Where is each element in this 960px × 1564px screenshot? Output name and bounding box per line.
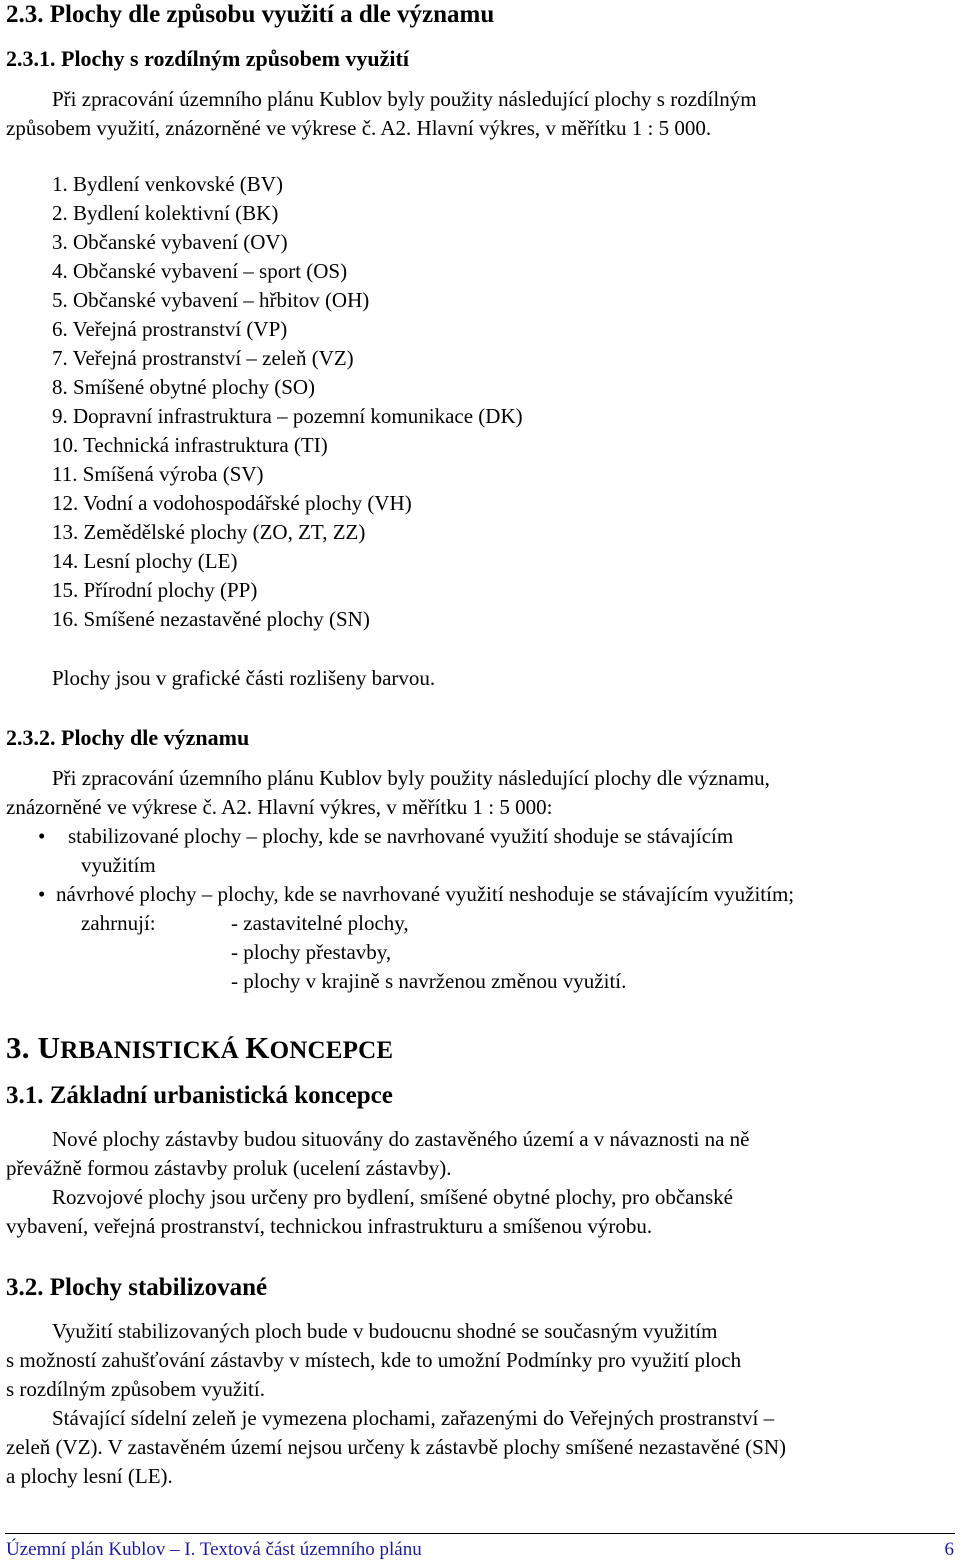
includes-label: zahrnují: bbox=[81, 911, 156, 935]
list-item: 15. Přírodní plochy (PP) bbox=[52, 578, 258, 602]
paragraph-line: Stávající sídelní zeleň je vymezena plochami, zařazenými do Veřejných prostranství – bbox=[52, 1406, 775, 1430]
chapter-title-initial-u: U bbox=[37, 1030, 61, 1065]
bullet-text: stabilizované plochy – plochy, kde se navrhované využití shoduje se stávajícím bbox=[68, 824, 734, 848]
list-item: 2. Bydlení kolektivní (BK) bbox=[52, 201, 279, 225]
bullet-icon: • bbox=[38, 824, 46, 848]
paragraph-line: s možností zahušťování zástavby v místech, kde to umožní Podmínky pro využití ploch bbox=[6, 1348, 742, 1372]
list-item: 14. Lesní plochy (LE) bbox=[52, 549, 238, 573]
section-heading-3-1: 3.1. Základní urbanistická koncepce bbox=[6, 1082, 393, 1109]
paragraph-line: převážně formou zástavby proluk (ucelení zástavby). bbox=[6, 1156, 452, 1180]
bullet-icon: • bbox=[38, 882, 46, 906]
paragraph-line: vybavení, veřejná prostranství, technickou infrastrukturu a smíšenou výrobu. bbox=[6, 1214, 653, 1238]
paragraph-line: Využití stabilizovaných ploch bude v budoucnu shodné se současným využitím bbox=[52, 1319, 718, 1343]
list-item: 8. Smíšené obytné plochy (SO) bbox=[52, 375, 316, 399]
section-heading-2-3-2: 2.3.2. Plochy dle významu bbox=[6, 725, 250, 750]
bullet-text: návrhové plochy – plochy, kde se navrhované využití neshoduje se stávajícím využitím; bbox=[56, 882, 795, 906]
chapter-title-initial-k: K bbox=[245, 1030, 270, 1065]
footer-text: Územní plán Kublov – I. Textová část územního plánu bbox=[6, 1539, 422, 1560]
list-item: 12. Vodní a vodohospodářské plochy (VH) bbox=[52, 491, 412, 515]
chapter-number: 3. bbox=[6, 1030, 30, 1065]
page-number: 6 bbox=[944, 1539, 954, 1560]
footer-divider bbox=[5, 1533, 955, 1534]
paragraph-line: a plochy lesní (LE). bbox=[6, 1464, 173, 1488]
chapter-heading-3 bbox=[6, 1030, 393, 1069]
paragraph-line: zeleň (VZ). V zastavěném území nejsou určeny k zástavbě plochy smíšené nezastavěné (SN) bbox=[6, 1435, 787, 1459]
paragraph-line: s rozdílným způsobem využití. bbox=[6, 1377, 265, 1401]
paragraph-note: Plochy jsou v grafické části rozlišeny barvou. bbox=[52, 666, 436, 690]
list-item: 6. Veřejná prostranství (VP) bbox=[52, 317, 288, 341]
paragraph-line: znázorněné ve výkrese č. A2. Hlavní výkres, v měřítku 1 : 5 000: bbox=[6, 795, 553, 819]
section-heading-2-3-1: 2.3.1. Plochy s rozdílným způsobem využití bbox=[6, 46, 409, 71]
list-item: 10. Technická infrastruktura (TI) bbox=[52, 433, 328, 457]
includes-item: - plochy v krajině s navrženou změnou využití. bbox=[231, 969, 627, 993]
land-use-list bbox=[52, 170, 523, 634]
paragraph-line: Rozvojové plochy jsou určeny pro bydlení, smíšené obytné plochy, pro občanské bbox=[52, 1185, 733, 1209]
chapter-title-part: RBANISTICKÁ bbox=[60, 1037, 246, 1064]
section-heading-2-3: 2.3. Plochy dle způsobu využití a dle významu bbox=[6, 1, 495, 28]
paragraph-line: Nové plochy zástavby budou situovány do zastavěného území a v návaznosti na ně bbox=[52, 1127, 750, 1151]
list-item: 1. Bydlení venkovské (BV) bbox=[52, 172, 283, 196]
paragraph-line: Při zpracování územního plánu Kublov byly použity následující plochy s rozdílným bbox=[52, 87, 757, 111]
list-item: 4. Občanské vybavení – sport (OS) bbox=[52, 259, 348, 283]
list-item: 16. Smíšené nezastavěné plochy (SN) bbox=[52, 607, 370, 631]
list-item: 13. Zemědělské plochy (ZO, ZT, ZZ) bbox=[52, 520, 366, 544]
includes-item: - zastavitelné plochy, bbox=[231, 911, 409, 935]
chapter-title-part: ONCEPCE bbox=[269, 1037, 394, 1064]
list-item: 3. Občanské vybavení (OV) bbox=[52, 230, 288, 254]
list-item: 7. Veřejná prostranství – zeleň (VZ) bbox=[52, 346, 354, 370]
bullet-text-continuation: využitím bbox=[81, 853, 156, 877]
list-item: 11. Smíšená výroba (SV) bbox=[52, 462, 264, 486]
paragraph-line: Při zpracování územního plánu Kublov byly použity následující plochy dle významu, bbox=[52, 766, 770, 790]
paragraph-line: způsobem využití, znázorněné ve výkrese č. A2. Hlavní výkres, v měřítku 1 : 5 000. bbox=[6, 116, 712, 140]
list-item: 9. Dopravní infrastruktura – pozemní komunikace (DK) bbox=[52, 404, 523, 428]
section-heading-3-2: 3.2. Plochy stabilizované bbox=[6, 1274, 268, 1301]
includes-item: - plochy přestavby, bbox=[231, 940, 392, 964]
list-item: 5. Občanské vybavení – hřbitov (OH) bbox=[52, 288, 370, 312]
